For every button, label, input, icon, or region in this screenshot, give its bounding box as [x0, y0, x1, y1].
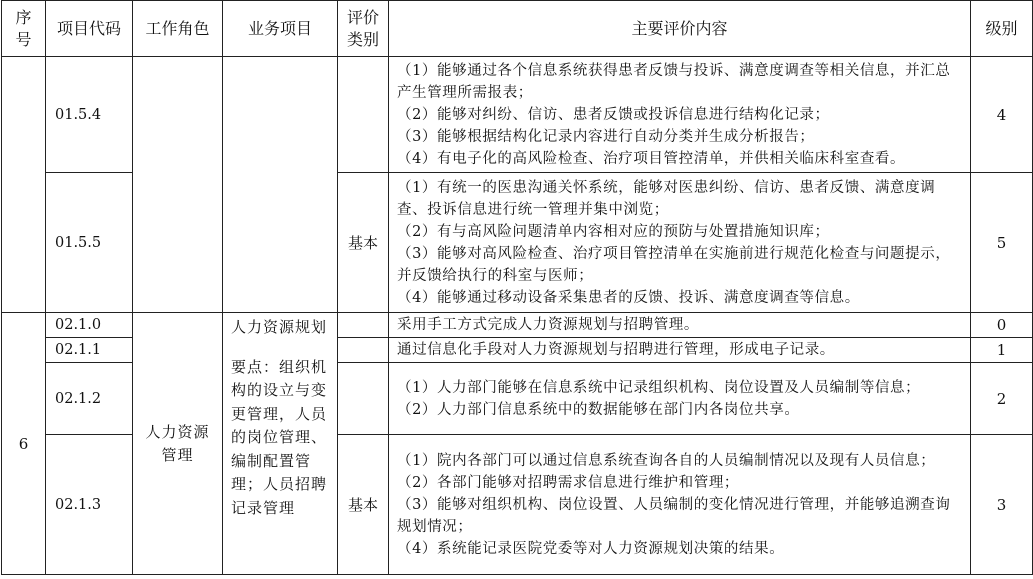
header-seq-text: 序号 — [15, 7, 32, 49]
header-row — [2, 1, 1033, 57]
content-line: （3）能够根据结构化记录内容进行自动分类并生成分析报告； — [397, 128, 815, 145]
content-line: （1）有统一的医患沟通关怀系统，能够对医患纠纷、信访、患者反馈、满意度调查、投诉信息进行统一管理并集中浏览； — [397, 179, 936, 218]
content-line: （4）有电子化的高风险检查、治疗项目管控清单，并供相关临床科室查看。 — [397, 150, 906, 167]
content-line: （4）系统能记录医院党委等对人力资源规划决策的结果。 — [397, 540, 785, 557]
content-cell — [389, 435, 971, 575]
code-cell: 02.1.3 — [46, 435, 133, 575]
table-row — [2, 57, 1033, 173]
category-cell: 基本 — [338, 435, 389, 575]
content-line: （4）能够通过移动设备采集患者的反馈、投诉、满意度调查等信息。 — [397, 289, 860, 306]
evaluation-table — [1, 0, 1033, 575]
header-project: 业务项目 — [223, 1, 338, 57]
header-category-text: 评价类别 — [346, 7, 379, 49]
category-cell — [338, 338, 389, 363]
level-cell: 4 — [971, 57, 1033, 173]
header-level: 级别 — [971, 1, 1033, 57]
content-line: （1）能够通过各个信息系统获得患者反馈与投诉、满意度调查等相关信息，并汇总产生管理所需报表； — [397, 62, 951, 101]
code-cell: 01.5.4 — [46, 57, 133, 173]
table-row — [2, 313, 1033, 338]
category-cell — [338, 57, 389, 173]
level-cell: 0 — [971, 313, 1033, 338]
project-title: 人力资源规划 — [231, 318, 328, 336]
content-line: 通过信息化手段对人力资源规划与招聘进行管理，形成电子记录。 — [397, 342, 835, 358]
content-cell — [389, 173, 971, 313]
project-points: 要点：组织机构的设立与变更管理，人员的岗位管理、编制配置管理；人员招聘记录管理 — [231, 357, 328, 517]
code-cell: 01.5.5 — [46, 173, 133, 313]
level-cell: 5 — [971, 173, 1033, 313]
header-role: 工作角色 — [133, 1, 223, 57]
content-line: （3）能够对高风险检查、治疗项目管控清单在实施前进行规范化检查与问题提示，并反馈给执行的科室与医师； — [397, 245, 951, 284]
content-line: （2）有与高风险问题清单内容相对应的预防与处置措施知识库； — [397, 223, 830, 240]
role-cell — [133, 313, 223, 575]
content-line: （2）人力部门信息系统中的数据能够在部门内各岗位共享。 — [397, 401, 800, 418]
project-cell-empty — [223, 57, 338, 313]
category-cell: 基本 — [338, 173, 389, 313]
content-cell — [389, 338, 971, 363]
header-code: 项目代码 — [46, 1, 133, 57]
content-line: 采用手工方式完成人力资源规划与招聘管理。 — [397, 317, 699, 333]
content-line: （2）能够对纠纷、信访、患者反馈或投诉信息进行结构化记录； — [397, 106, 830, 123]
seq-cell-empty — [2, 57, 46, 313]
header-content: 主要评价内容 — [389, 1, 971, 57]
code-cell: 02.1.1 — [46, 338, 133, 363]
level-cell: 3 — [971, 435, 1033, 575]
code-cell: 02.1.2 — [46, 363, 133, 435]
seq-cell: 6 — [2, 313, 46, 575]
code-cell: 02.1.0 — [46, 313, 133, 338]
role-cell-empty — [133, 57, 223, 313]
level-cell: 2 — [971, 363, 1033, 435]
content-line: （1）院内各部门可以通过信息系统查询各自的人员编制情况以及现有人员信息； — [397, 452, 936, 469]
content-cell — [389, 57, 971, 173]
header-category — [338, 1, 389, 57]
project-cell — [223, 313, 338, 575]
content-line: （2）各部门能够对招聘需求信息进行维护和管理； — [397, 474, 740, 491]
category-cell — [338, 363, 389, 435]
category-cell — [338, 313, 389, 338]
content-line: （3）能够对组织机构、岗位设置、人员编制的变化情况进行管理，并能够追溯查询规划情况； — [397, 496, 951, 535]
content-cell — [389, 363, 971, 435]
content-line: （1）人力部门能够在信息系统中记录组织机构、岗位设置及人员编制等信息； — [397, 379, 921, 396]
role-text: 人力资源管理 — [145, 422, 210, 464]
level-cell: 1 — [971, 338, 1033, 363]
content-cell — [389, 313, 971, 338]
header-seq — [2, 1, 46, 57]
